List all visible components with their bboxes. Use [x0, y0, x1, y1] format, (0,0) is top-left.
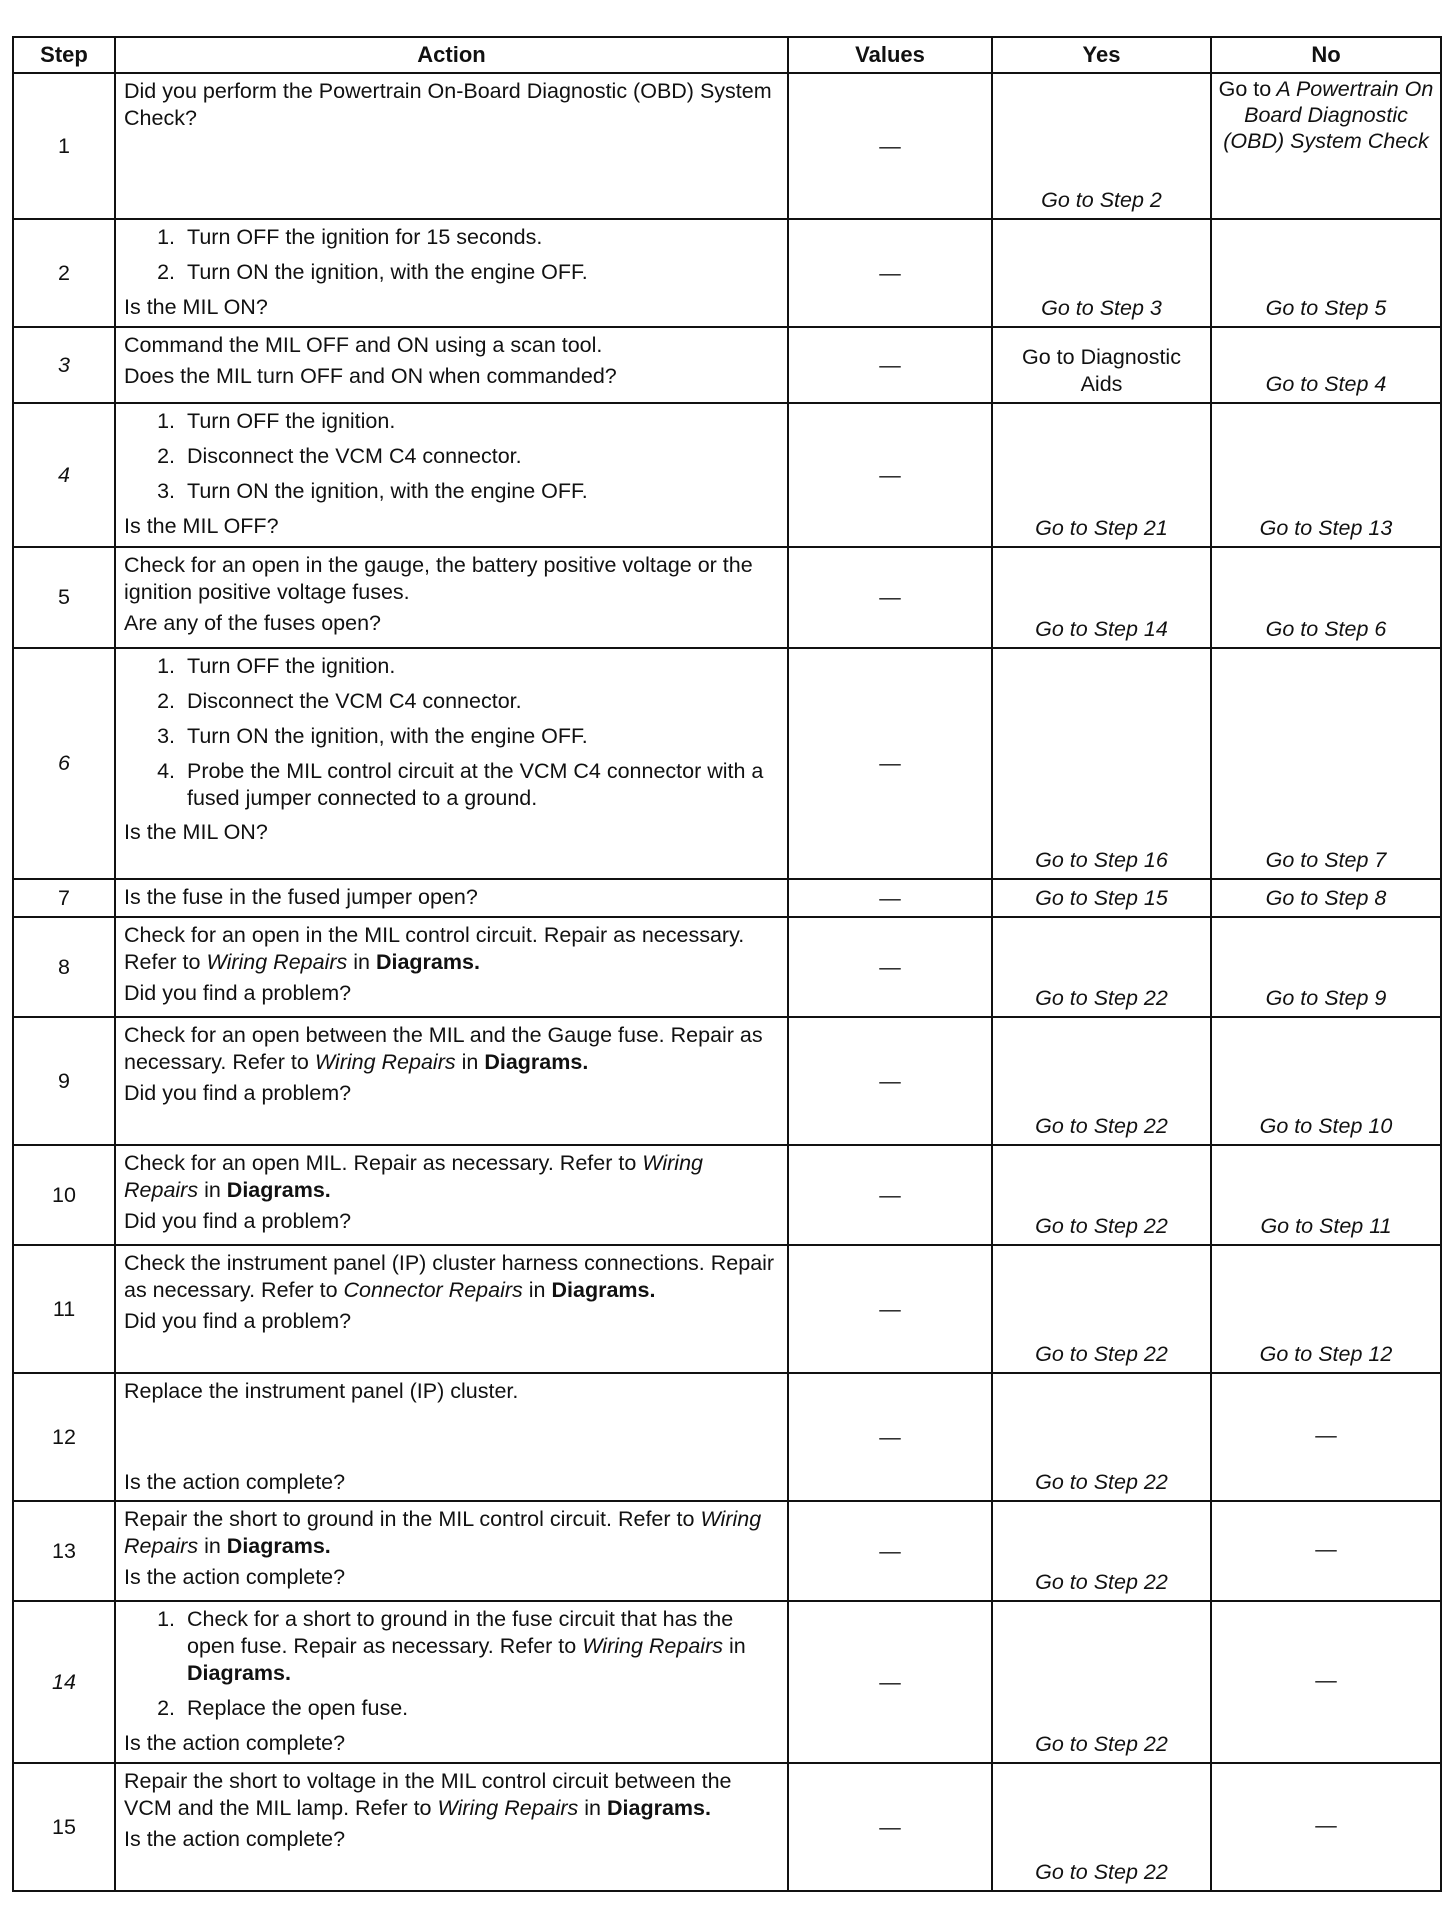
- header-row: [13, 37, 1441, 73]
- header-values: Values: [788, 37, 992, 73]
- value-dash: —: [788, 1145, 992, 1245]
- action-steps: [124, 653, 779, 811]
- action-text: Command the MIL OFF and ON using a scan tool.: [124, 333, 603, 357]
- ref-wiring-repairs: Wiring Repairs: [124, 1507, 762, 1558]
- action-step-item: 1. Turn OFF the ignition for 15 seconds.: [181, 224, 779, 251]
- ref-in: in: [353, 949, 370, 974]
- value-dash: —: [788, 1245, 992, 1373]
- refer-to: Refer to: [617, 1507, 695, 1531]
- step-number: 3: [13, 327, 115, 403]
- no-cell: Go to Step 6: [1211, 547, 1441, 648]
- action-question: Is the action complete?: [124, 1470, 346, 1495]
- value-dash: —: [788, 1763, 992, 1891]
- step-number: 13: [13, 1501, 115, 1601]
- ref-diagrams: Diagrams.: [375, 949, 480, 974]
- action-question: Does the MIL turn OFF and ON when commanded?: [124, 363, 617, 388]
- action-cell: [115, 547, 788, 648]
- no-dash: —: [1211, 1373, 1441, 1501]
- ref-in: in: [584, 1795, 602, 1820]
- yes-cell: Go to Step 22: [992, 1601, 1211, 1763]
- action-text: [124, 1250, 779, 1304]
- no-dash: —: [1211, 1763, 1441, 1891]
- action-step-item: 2. Disconnect the VCM C4 connector.: [181, 443, 779, 470]
- action-body: Check for an open MIL. Repair as necessary.: [124, 1151, 554, 1175]
- ref-diagrams: Diagrams.: [607, 1795, 711, 1820]
- ref-in: in: [204, 1177, 221, 1202]
- yes-cell: Go to Step 2: [992, 73, 1211, 219]
- value-dash: —: [788, 547, 992, 648]
- value-dash: —: [788, 1373, 992, 1501]
- yes-cell: Go to Step 22: [992, 1763, 1211, 1891]
- action-cell: [115, 219, 788, 327]
- no-cell: Go to Step 13: [1211, 403, 1441, 547]
- action-step-item: 2. Turn ON the ignition, with the engine OFF.: [181, 259, 779, 286]
- step-number: 15: [13, 1763, 115, 1891]
- no-cell: Go to Step 8: [1211, 879, 1441, 917]
- table-row: [13, 403, 1441, 547]
- value-dash: —: [788, 403, 992, 547]
- step-number: 10: [13, 1145, 115, 1245]
- action-question: Did you find a problem?: [124, 1308, 352, 1333]
- diagnostic-table: [12, 36, 1442, 1892]
- action-question: Did you find a problem?: [124, 980, 352, 1005]
- ref-diagrams: Diagrams.: [484, 1049, 589, 1074]
- table-row: [13, 1145, 1441, 1245]
- action-step-item: 4. Probe the MIL control circuit at the VCM C4 connector with a fused jumper connected to a ground.: [181, 758, 779, 812]
- action-step-item: 1. Turn OFF the ignition.: [181, 408, 779, 435]
- action-steps: [124, 224, 779, 286]
- yes-cell: Go to Step 15: [992, 879, 1211, 917]
- ref-in: in: [461, 1049, 479, 1074]
- yes-cell: Go to Step 22: [992, 1373, 1211, 1501]
- no-dash: —: [1211, 1601, 1441, 1763]
- no-italic: A Powertrain On Board Diagnostic (OBD) System Check: [1223, 77, 1434, 154]
- refer-to: Refer to: [232, 1049, 309, 1074]
- no-dash: —: [1211, 1501, 1441, 1601]
- value-dash: —: [788, 1017, 992, 1145]
- value-dash: —: [788, 73, 992, 219]
- action-cell: [115, 1017, 788, 1145]
- action-cell: [115, 1501, 788, 1601]
- action-question: Is the MIL ON?: [124, 294, 268, 319]
- ref-diagrams: Diagrams.: [226, 1533, 331, 1558]
- action-cell: [115, 917, 788, 1017]
- step-number: 8: [13, 917, 115, 1017]
- ref-wiring-repairs: Wiring Repairs: [124, 1151, 703, 1202]
- value-dash: —: [788, 879, 992, 917]
- yes-cell: Go to Step 22: [992, 917, 1211, 1017]
- yes-cell: Go to Step 21: [992, 403, 1211, 547]
- ref-wiring-repairs: Wiring Repairs: [437, 1795, 579, 1820]
- action-question: Is the MIL ON?: [124, 820, 268, 845]
- action-text: [124, 1768, 779, 1822]
- action-question: Is the action complete?: [124, 1730, 346, 1755]
- no-cell: Go to Step 4: [1211, 327, 1441, 403]
- table-row: [13, 917, 1441, 1017]
- action-cell: [115, 1245, 788, 1373]
- ref-wiring-repairs: Wiring Repairs: [582, 1633, 723, 1658]
- yes-cell: Go to Step 22: [992, 1245, 1211, 1373]
- table-row: [13, 1601, 1441, 1763]
- action-question: Is the MIL OFF?: [124, 513, 279, 538]
- action-text: [124, 1022, 779, 1076]
- header-no: No: [1211, 37, 1441, 73]
- action-step-item: 3. Turn ON the ignition, with the engine OFF.: [181, 723, 779, 750]
- table-row: [13, 1373, 1441, 1501]
- ref-connector-repairs: Connector Repairs: [343, 1277, 523, 1302]
- step-number: 11: [13, 1245, 115, 1373]
- action-question: Did you find a problem?: [124, 1208, 352, 1233]
- action-steps: [124, 1606, 779, 1722]
- value-dash: —: [788, 327, 992, 403]
- ref-diagrams: Diagrams.: [551, 1277, 656, 1302]
- step-number: 2: [13, 219, 115, 327]
- action-question: Is the action complete?: [124, 1826, 346, 1851]
- yes-cell: Go to Step 3: [992, 219, 1211, 327]
- action-step-item: 2. Disconnect the VCM C4 connector.: [181, 688, 779, 715]
- no-prefix: Go to: [1218, 77, 1272, 101]
- refer-to: Refer to: [355, 1795, 432, 1820]
- step-number: 1: [13, 73, 115, 219]
- value-dash: —: [788, 1501, 992, 1601]
- no-cell: Go to Step 7: [1211, 648, 1441, 879]
- step-number: 14: [13, 1601, 115, 1763]
- action-cell: [115, 1601, 788, 1763]
- action-text: [124, 1150, 779, 1204]
- yes-cell: Go to Step 22: [992, 1501, 1211, 1601]
- action-body: Repair the short to voltage in the MIL control circuit between the VCM and the MIL lamp.: [124, 1769, 732, 1820]
- table-row: [13, 1245, 1441, 1373]
- header-step: Step: [13, 37, 115, 73]
- action-text: Replace the instrument panel (IP) cluster.: [124, 1379, 519, 1403]
- action-body: Check the instrument panel (IP) cluster harness connections. Repair as necessary.: [124, 1251, 775, 1302]
- action-text: [124, 922, 779, 976]
- no-cell: Go to Step 11: [1211, 1145, 1441, 1245]
- action-cell: [115, 1145, 788, 1245]
- ref-in: in: [204, 1533, 221, 1558]
- value-dash: —: [788, 1601, 992, 1763]
- step-number: 9: [13, 1017, 115, 1145]
- no-cell: Go to Step 9: [1211, 917, 1441, 1017]
- step-number: 6: [13, 648, 115, 879]
- value-dash: —: [788, 219, 992, 327]
- no-cell: Go to Step 10: [1211, 1017, 1441, 1145]
- action-cell: [115, 73, 788, 219]
- table-row: [13, 219, 1441, 327]
- action-step-item: 2. Replace the open fuse.: [181, 1695, 779, 1722]
- header-yes: Yes: [992, 37, 1211, 73]
- refer-to: Refer to: [499, 1633, 577, 1658]
- value-dash: —: [788, 917, 992, 1017]
- action-steps: [124, 408, 779, 505]
- value-dash: —: [788, 648, 992, 879]
- ref-diagrams: Diagrams.: [226, 1177, 331, 1202]
- refer-to: Refer to: [559, 1151, 637, 1175]
- action-step-item: [181, 1606, 779, 1687]
- action-body: Check for a short to ground in the fuse circuit that has the open fuse. Repair as necessary.: [187, 1607, 734, 1658]
- action-question: Is the action complete?: [124, 1564, 346, 1589]
- yes-cell: Go to Step 14: [992, 547, 1211, 648]
- ref-in: in: [728, 1633, 746, 1658]
- step-number: 5: [13, 547, 115, 648]
- no-cell: Go to Step 12: [1211, 1245, 1441, 1373]
- action-body: Repair the short to ground in the MIL control circuit.: [124, 1507, 612, 1531]
- no-cell: [1211, 73, 1441, 219]
- action-question: Did you find a problem?: [124, 1080, 352, 1105]
- refer-to: Refer to: [124, 949, 201, 974]
- table-row: [13, 648, 1441, 879]
- action-cell: [115, 1373, 788, 1501]
- action-cell: [115, 327, 788, 403]
- action-text: [124, 1506, 779, 1560]
- action-text: Check for an open in the gauge, the battery positive voltage or the ignition positive voltage fuses.: [124, 553, 753, 604]
- header-action: Action: [115, 37, 788, 73]
- action-body: Check for an open between the MIL and the Gauge fuse. Repair as necessary.: [124, 1023, 763, 1074]
- ref-wiring-repairs: Wiring Repairs: [206, 949, 348, 974]
- action-text: Did you perform the Powertrain On-Board Diagnostic (OBD) System Check?: [124, 79, 772, 130]
- table-row: [13, 547, 1441, 648]
- step-number: 7: [13, 879, 115, 917]
- table-row: [13, 327, 1441, 403]
- step-number: 4: [13, 403, 115, 547]
- no-cell: Go to Step 5: [1211, 219, 1441, 327]
- action-question: Are any of the fuses open?: [124, 610, 381, 635]
- table-row: [13, 879, 1441, 917]
- table-row: [13, 1763, 1441, 1891]
- ref-diagrams: Diagrams.: [187, 1660, 291, 1685]
- action-cell: [115, 403, 788, 547]
- table-row: [13, 1017, 1441, 1145]
- ref-wiring-repairs: Wiring Repairs: [314, 1049, 456, 1074]
- step-number: 12: [13, 1373, 115, 1501]
- action-body: Check for an open in the MIL control circuit. Repair as necessary.: [124, 923, 745, 947]
- table-row: [13, 73, 1441, 219]
- yes-cell: Go to Diagnostic Aids: [992, 327, 1211, 403]
- action-question: Is the fuse in the fused jumper open?: [124, 885, 478, 909]
- yes-cell: Go to Step 16: [992, 648, 1211, 879]
- action-cell: [115, 648, 788, 879]
- yes-cell: Go to Step 22: [992, 1145, 1211, 1245]
- ref-in: in: [528, 1277, 546, 1302]
- action-step-item: 3. Turn ON the ignition, with the engine OFF.: [181, 478, 779, 505]
- refer-to: Refer to: [261, 1277, 338, 1302]
- action-cell: [115, 1763, 788, 1891]
- action-cell: [115, 879, 788, 917]
- table-row: [13, 1501, 1441, 1601]
- action-step-item: 1. Turn OFF the ignition.: [181, 653, 779, 680]
- yes-cell: Go to Step 22: [992, 1017, 1211, 1145]
